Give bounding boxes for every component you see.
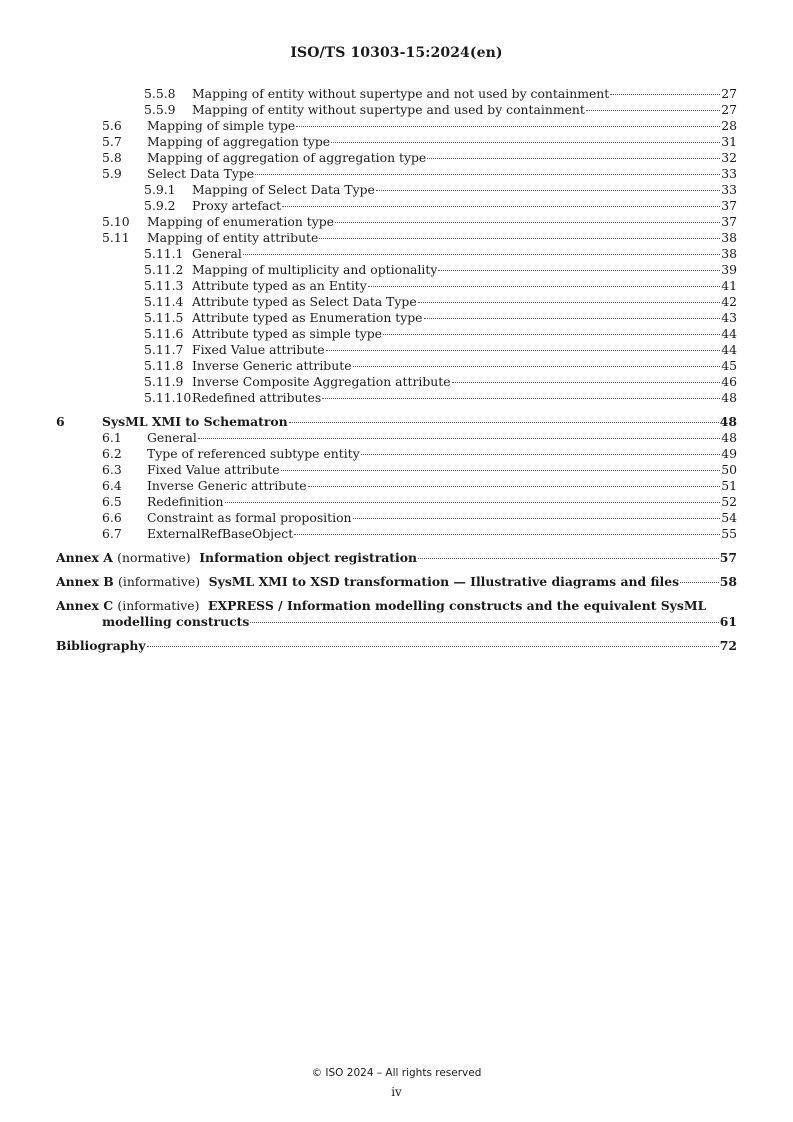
toc-title: General — [147, 430, 197, 445]
copyright-notice: © ISO 2024 – All rights reserved — [311, 1067, 482, 1079]
toc-page: 49 — [721, 446, 737, 461]
toc-number: 5.11.10 — [144, 390, 192, 405]
toc-annex-a[interactable] — [56, 550, 737, 566]
page-number: iv — [391, 1085, 402, 1099]
toc-title: Attribute typed as Select Data Type — [192, 294, 417, 309]
toc-entry-5-9[interactable] — [56, 166, 737, 182]
dot-leader — [198, 437, 720, 439]
dot-leader — [452, 381, 721, 383]
dot-leader — [424, 317, 721, 319]
toc-title: Mapping of aggregation of aggregation type — [147, 150, 427, 165]
dot-leader — [586, 109, 720, 111]
toc-number: 5.5.8 — [144, 86, 176, 101]
toc-entry-6-7[interactable] — [56, 526, 737, 542]
toc-page: 45 — [721, 358, 737, 373]
toc-number: 5.11.7 — [144, 342, 184, 357]
toc-title: Mapping of entity without supertype and used by containment — [192, 102, 585, 117]
annex-status: (normative) — [117, 550, 191, 565]
toc-entry-6-4[interactable] — [56, 478, 737, 494]
toc-number: 5.11.5 — [144, 310, 184, 325]
toc-number: 5.9 — [102, 166, 122, 181]
toc-page: 54 — [721, 510, 737, 525]
dot-leader — [376, 189, 720, 191]
toc-entry-6[interactable] — [56, 414, 737, 430]
toc-entry-5-11-3[interactable] — [56, 278, 737, 294]
toc-entry-5-8[interactable] — [56, 150, 737, 166]
annex-title: Information object registration — [199, 550, 417, 565]
annex-title: EXPRESS / Information modelling constructs and the equivalent SysML — [208, 598, 707, 613]
dot-leader — [250, 621, 718, 623]
annex-label: Annex B — [56, 574, 114, 589]
toc-number: 5.11.9 — [144, 374, 184, 389]
toc-page: 43 — [721, 310, 737, 325]
toc-entry-5-11[interactable] — [56, 230, 737, 246]
toc-number: 6.1 — [102, 430, 122, 445]
toc-page: 48 — [719, 414, 737, 429]
document-header: ISO/TS 10303-15:2024(en) — [290, 45, 503, 61]
dot-leader — [225, 501, 721, 503]
toc-number: 6 — [56, 414, 65, 429]
toc-number: 6.5 — [102, 494, 122, 509]
toc-page: 52 — [721, 494, 737, 509]
toc-page: 51 — [721, 478, 737, 493]
toc-number: 5.11.2 — [144, 262, 184, 277]
toc-title: Inverse Generic attribute — [147, 478, 307, 493]
toc-title: Proxy artefact — [192, 198, 282, 213]
toc-number: 6.6 — [102, 510, 122, 525]
dot-leader — [282, 205, 720, 207]
annex-status: (informative) — [118, 574, 201, 589]
toc-number: 6.3 — [102, 462, 122, 477]
dot-leader — [296, 125, 720, 127]
toc-title: SysML XMI to Schematron — [102, 414, 288, 429]
toc-annex-c-continued[interactable] — [56, 614, 737, 630]
toc-number: 5.11 — [102, 230, 130, 245]
toc-entry-6-2[interactable] — [56, 446, 737, 462]
toc-entry-5-11-4[interactable] — [56, 294, 737, 310]
dot-leader — [331, 141, 720, 143]
toc-page: 33 — [721, 166, 737, 181]
toc-entry-5-6[interactable] — [56, 118, 737, 134]
dot-leader — [353, 365, 721, 367]
toc-title: Redefinition — [147, 494, 224, 509]
toc-title: General — [192, 246, 242, 261]
toc-title: Mapping of Select Data Type — [192, 182, 375, 197]
toc-number: 5.6 — [102, 118, 122, 133]
toc-number: 5.11.6 — [144, 326, 184, 341]
toc-page: 37 — [721, 214, 737, 229]
toc-page: 38 — [721, 246, 737, 261]
toc-number: 5.8 — [102, 150, 122, 165]
dot-leader — [353, 517, 721, 519]
toc-page: 31 — [721, 134, 737, 149]
toc-title: Fixed Value attribute — [147, 462, 280, 477]
dot-leader — [294, 533, 720, 535]
toc-title: Inverse Generic attribute — [192, 358, 352, 373]
toc-page: 37 — [721, 198, 737, 213]
annex-label: Annex C — [56, 598, 114, 613]
toc-page: 48 — [721, 390, 737, 405]
toc-page: 33 — [721, 182, 737, 197]
toc-number: 5.9.2 — [144, 198, 176, 213]
toc-title: Mapping of enumeration type — [147, 214, 334, 229]
toc-page: 27 — [721, 86, 737, 101]
toc-title: Mapping of entity without supertype and not used by containment — [192, 86, 610, 101]
toc-number: 6.2 — [102, 446, 122, 461]
toc-entry-5-9-1[interactable] — [56, 182, 737, 198]
toc-page: 61 — [719, 614, 737, 629]
toc-page: 46 — [721, 374, 737, 389]
toc-number: 5.7 — [102, 134, 122, 149]
toc-entry-5-11-5[interactable] — [56, 310, 737, 326]
toc-page: 55 — [721, 526, 737, 541]
toc-number: 5.11.3 — [144, 278, 184, 293]
toc-entry-5-10[interactable] — [56, 214, 737, 230]
dot-leader — [368, 285, 720, 287]
toc-entry-6-1[interactable] — [56, 430, 737, 446]
toc-title: Attribute typed as simple type — [192, 326, 383, 341]
dot-leader — [383, 333, 720, 335]
toc-entry-5-11-1[interactable] — [56, 246, 737, 262]
toc-title: Attribute typed as an Entity — [192, 278, 367, 293]
toc-title: Select Data Type — [147, 166, 255, 181]
toc-number: 5.9.1 — [144, 182, 176, 197]
dot-leader — [427, 157, 720, 159]
dot-leader — [308, 485, 721, 487]
dot-leader — [281, 469, 721, 471]
dot-leader — [418, 557, 719, 559]
dot-leader — [438, 269, 720, 271]
dot-leader — [610, 93, 720, 95]
dot-leader — [322, 397, 720, 399]
toc-title: Fixed Value attribute — [192, 342, 325, 357]
dot-leader — [255, 173, 720, 175]
toc-entry-5-11-9[interactable] — [56, 374, 737, 390]
toc-number: 5.11.4 — [144, 294, 184, 309]
toc-page: 32 — [721, 150, 737, 165]
toc-title: Attribute typed as Enumeration type — [192, 310, 423, 325]
annex-status: (informative) — [117, 598, 200, 613]
dot-leader — [243, 253, 720, 255]
toc-page: 39 — [721, 262, 737, 277]
toc-number: 6.4 — [102, 478, 122, 493]
annex-title: SysML XMI to XSD transformation — Illustrative diagrams and files — [208, 574, 680, 589]
bibliography-title: Bibliography — [56, 638, 146, 653]
dot-leader — [361, 453, 721, 455]
toc-title: Mapping of entity attribute — [147, 230, 319, 245]
toc-page: 38 — [721, 230, 737, 245]
toc-number: 5.11.1 — [144, 246, 184, 261]
toc-entry-5-5-8[interactable] — [56, 86, 737, 102]
dot-leader — [319, 237, 720, 239]
toc-number: 5.11.8 — [144, 358, 184, 373]
toc-page: 57 — [719, 550, 737, 565]
toc-page: 44 — [721, 326, 737, 341]
dot-leader — [289, 421, 719, 423]
toc-title: ExternalRefBaseObject — [147, 526, 294, 541]
dot-leader — [418, 301, 721, 303]
toc-entry-5-7[interactable] — [56, 134, 737, 150]
dot-leader — [326, 349, 721, 351]
toc-title: Mapping of aggregation type — [147, 134, 331, 149]
toc-entry-5-11-8[interactable] — [56, 358, 737, 374]
toc-page: 44 — [721, 342, 737, 357]
toc-entry-6-6[interactable] — [56, 510, 737, 526]
toc-entry-5-11-6[interactable] — [56, 326, 737, 342]
toc-annex-b[interactable] — [56, 574, 737, 590]
toc-page: 41 — [721, 278, 737, 293]
toc-page: 50 — [721, 462, 737, 477]
toc-page: 42 — [721, 294, 737, 309]
toc-page: 28 — [721, 118, 737, 133]
toc-entry-5-11-7[interactable] — [56, 342, 737, 358]
toc-title: Mapping of simple type — [147, 118, 296, 133]
dot-leader — [680, 581, 719, 583]
toc-entry-6-3[interactable] — [56, 462, 737, 478]
dot-leader — [147, 645, 719, 647]
toc-bibliography[interactable] — [56, 638, 737, 654]
toc-page: 58 — [719, 574, 737, 589]
dot-leader — [335, 221, 720, 223]
toc-page: 48 — [721, 430, 737, 445]
toc-entry-5-11-2[interactable] — [56, 262, 737, 278]
toc-title: Redefined attributes — [192, 390, 322, 405]
toc-number: 5.5.9 — [144, 102, 176, 117]
toc-number: 6.7 — [102, 526, 122, 541]
toc-entry-6-5[interactable] — [56, 494, 737, 510]
toc-page: 72 — [719, 638, 737, 653]
toc-page: 27 — [721, 102, 737, 117]
toc-annex-c[interactable] — [56, 598, 737, 614]
toc-title: Constraint as formal proposition — [147, 510, 352, 525]
toc-entry-5-5-9[interactable] — [56, 102, 737, 118]
toc-title: Inverse Composite Aggregation attribute — [192, 374, 451, 389]
toc-entry-5-11-10[interactable] — [56, 390, 737, 406]
table-of-contents — [56, 86, 737, 654]
toc-entry-5-9-2[interactable] — [56, 198, 737, 214]
toc-number: 5.10 — [102, 214, 130, 229]
toc-title: Type of referenced subtype entity — [147, 446, 360, 461]
annex-label: Annex A — [56, 550, 113, 565]
toc-title: Mapping of multiplicity and optionality — [192, 262, 438, 277]
annex-title-continued: modelling constructs — [102, 614, 250, 629]
